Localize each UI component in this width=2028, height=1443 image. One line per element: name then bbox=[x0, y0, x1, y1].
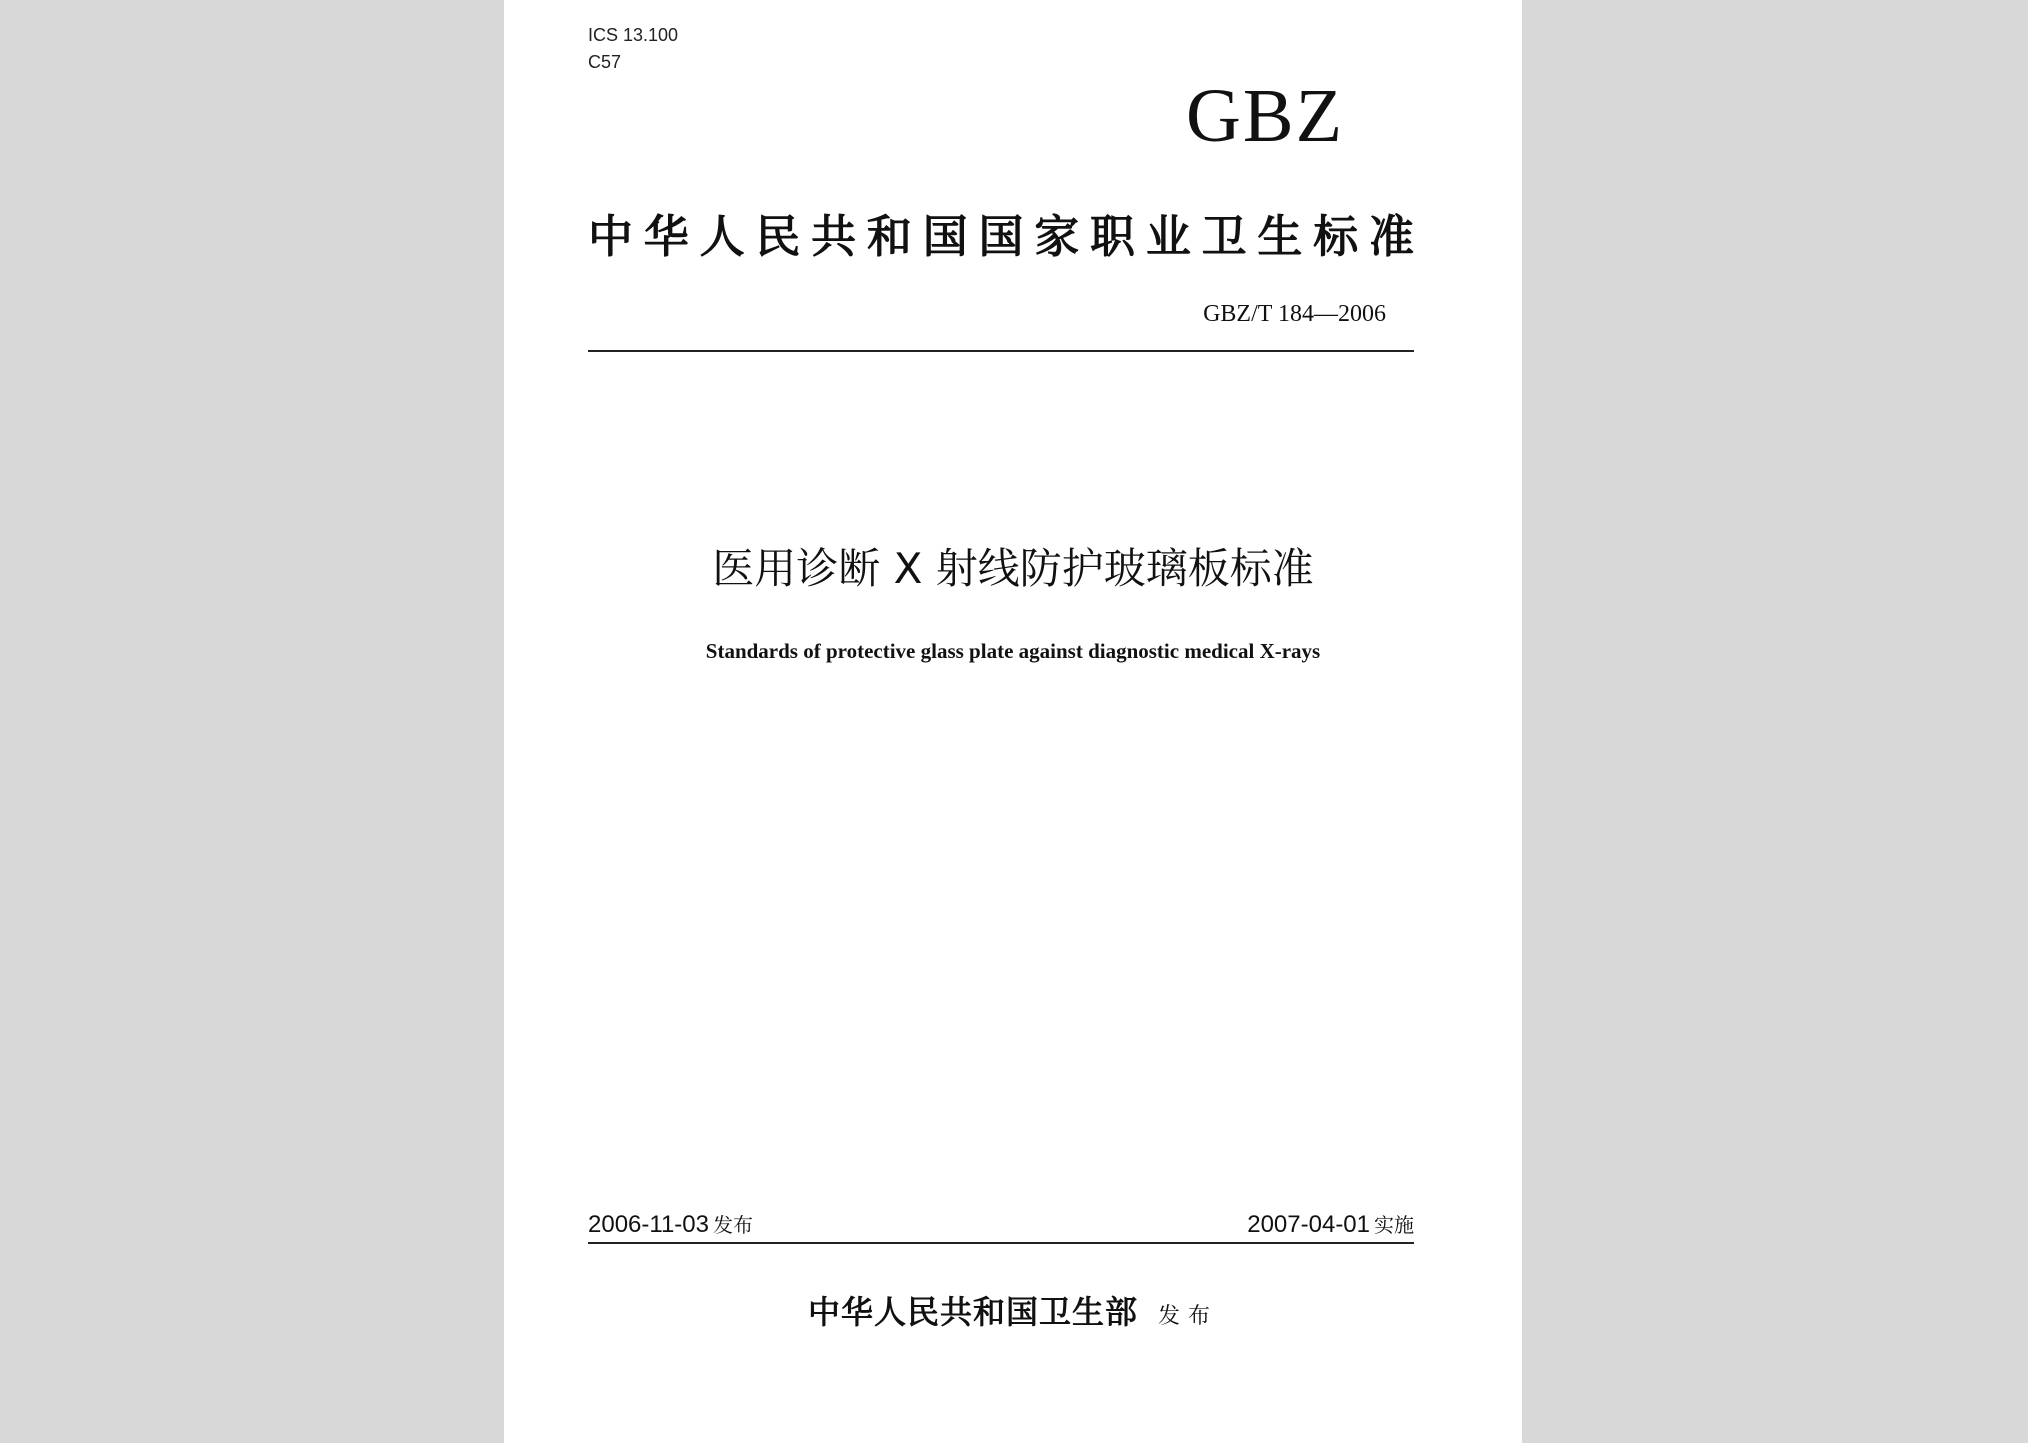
effective-label: 实施 bbox=[1374, 1213, 1414, 1237]
issue-label: 发布 bbox=[712, 1213, 753, 1237]
publisher-action: 发布 bbox=[1158, 1304, 1219, 1329]
issue-date-line bbox=[588, 1213, 753, 1237]
document-title-english: Standards of protective glass plate against diagnostic medical X-rays bbox=[705, 639, 1321, 663]
document-title-chinese: 医用诊断 X 射线防护玻璃板标准 bbox=[712, 544, 1314, 593]
publisher-line bbox=[504, 1293, 1522, 1331]
effective-date-line bbox=[1247, 1213, 1414, 1237]
issue-date: 2006-11-03 bbox=[588, 1211, 709, 1238]
standard-number: GBZ/T 184—2006 bbox=[1203, 301, 1386, 327]
top-divider bbox=[588, 350, 1414, 352]
ccs-code: C57 bbox=[588, 52, 622, 72]
document-cover-page bbox=[504, 0, 1522, 1443]
effective-date: 2007-04-01 bbox=[1247, 1211, 1370, 1238]
ics-code: ICS 13.100 bbox=[588, 25, 679, 45]
gbz-logo: GBZ bbox=[1186, 74, 1344, 158]
publisher-name: 中华人民共和国卫生部 bbox=[807, 1293, 1138, 1331]
bottom-divider bbox=[588, 1242, 1414, 1244]
standard-type-heading: 中华人民共和国国家职业卫生标准 bbox=[588, 210, 1414, 263]
